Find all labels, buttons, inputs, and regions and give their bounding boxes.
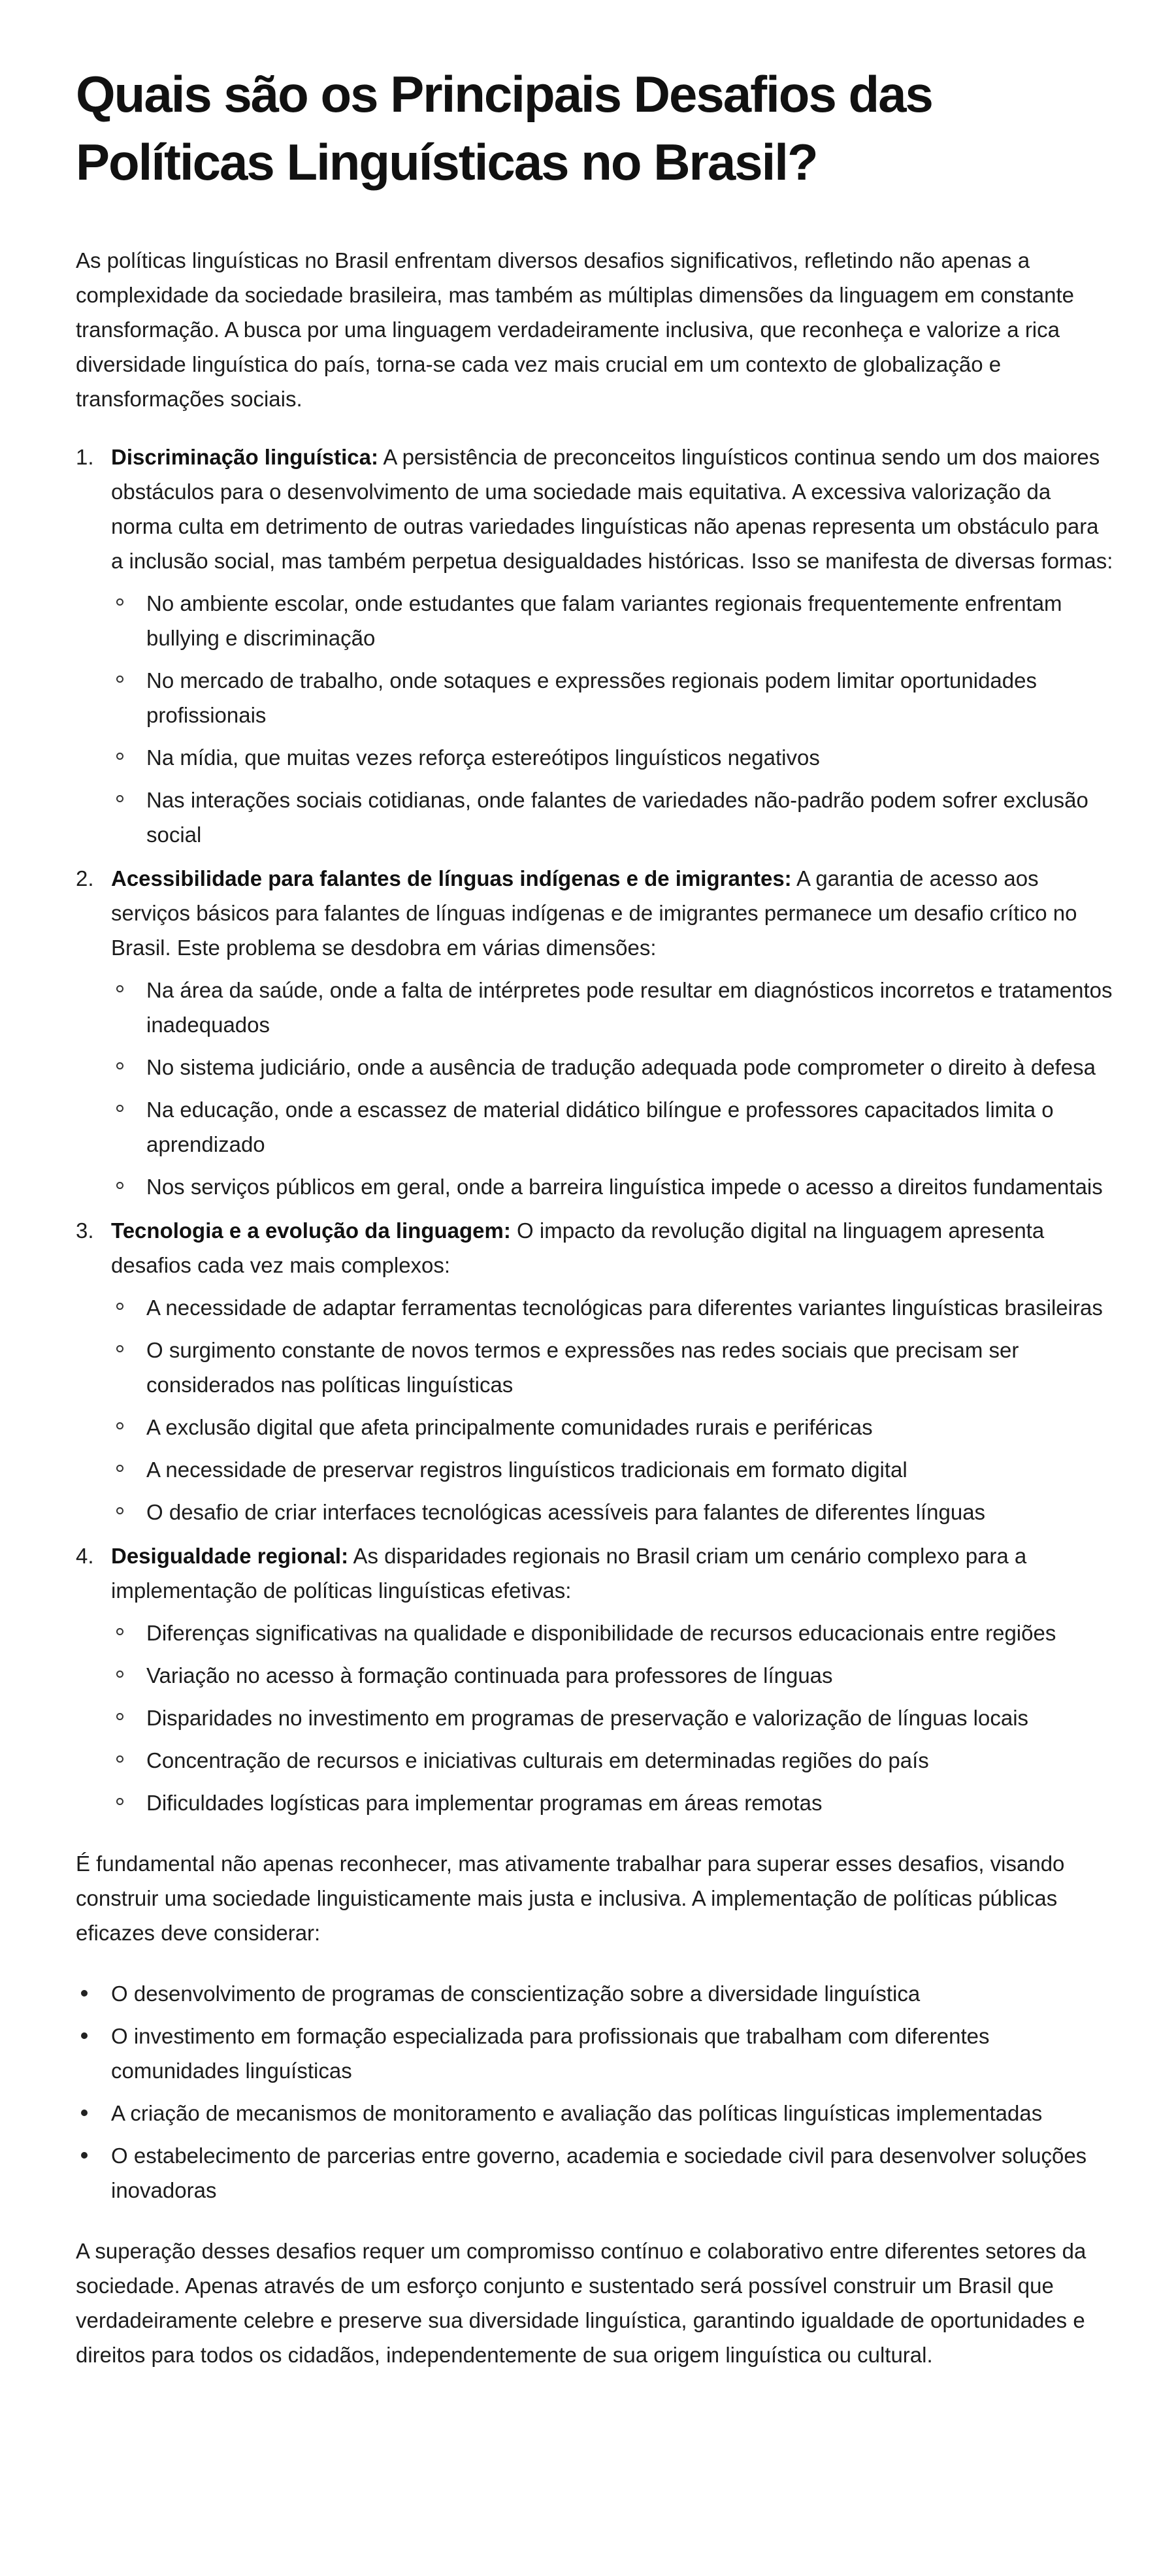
list-number: 4.: [76, 1544, 94, 1568]
circle-bullet-icon: [116, 1465, 123, 1472]
circle-bullet-icon: [116, 676, 123, 683]
sub-item-text: O surgimento constante de novos termos e expressões nas redes sociais que precisam ser considerados nas políticas linguísticas: [146, 1338, 1019, 1397]
list-item-text: O investimento em formação especializada para profissionais que trabalham com diferentes comunidades linguísticas: [111, 2024, 990, 2083]
conclusion-paragraph: É fundamental não apenas reconhecer, mas ativamente trabalhar para superar esses desafios, visando construir uma sociedade linguisticamente mais justa e inclusiva. A implementação de políticas públicas eficazes deve considerar:: [76, 1851, 1065, 1945]
circle-bullet-icon: [116, 985, 123, 992]
sub-list-item: [111, 586, 1113, 655]
sub-item-text: Nos serviços públicos em geral, onde a barreira linguística impede o acesso a direitos fundamentais: [146, 1175, 1103, 1199]
challenge-item: [76, 1539, 1113, 1820]
circle-bullet-icon: [116, 598, 123, 606]
sub-list-item: [111, 1785, 1113, 1820]
sub-list-item: [111, 1050, 1113, 1084]
challenge-text: O impacto da revolução digital na linguagem apresenta desafios cada vez mais complexos:: [111, 1218, 1045, 1277]
sub-item-text: Nas interações sociais cotidianas, onde falantes de variedades não-padrão podem sofrer exclusão social: [146, 788, 1088, 847]
sub-list-item: [111, 1701, 1113, 1735]
circle-bullet-icon: [116, 1303, 123, 1310]
sub-item-text: A exclusão digital que afeta principalmente comunidades rurais e periféricas: [146, 1415, 873, 1439]
circle-bullet-icon: [116, 1671, 123, 1678]
bullet-dot-icon: [81, 2032, 88, 2039]
sub-item-text: No ambiente escolar, onde estudantes que falam variantes regionais frequentemente enfrentam bullying e discriminação: [146, 591, 1062, 650]
challenge-text: A garantia de acesso aos serviços básicos para falantes de línguas indígenas e de imigrantes permanece um desafio crítico no Brasil. Este problema se desdobra em várias dimensões:: [111, 866, 1077, 960]
sub-item-text: No mercado de trabalho, onde sotaques e expressões regionais podem limitar oportunidades profissionais: [146, 668, 1037, 727]
circle-bullet-icon: [116, 1798, 123, 1805]
circle-bullet-icon: [116, 1105, 123, 1112]
sub-item-text: Variação no acesso à formação continuada para professores de línguas: [146, 1663, 833, 1687]
sub-list-item: [111, 1333, 1113, 1402]
list-number: 1.: [76, 445, 94, 469]
challenge-sublist: [111, 586, 1113, 852]
circle-bullet-icon: [116, 1628, 123, 1635]
challenge-text: As disparidades regionais no Brasil criam um cenário complexo para a implementação de políticas linguísticas efetivas:: [111, 1544, 1027, 1603]
sub-item-text: Concentração de recursos e iniciativas culturais em determinadas regiões do país: [146, 1748, 929, 1772]
sub-list-item: [111, 1743, 1113, 1778]
challenge-heading: Acessibilidade para falantes de línguas indígenas e de imigrantes:: [111, 866, 792, 890]
closing-paragraph: A superação desses desafios requer um compromisso contínuo e colaborativo entre diferentes setores da sociedade. Apenas através de um esforço conjunto e sustentado será possível construir um Brasil que verdadeiramente celebre e preserve sua diversidade linguística, garantindo igualdade de oportunidades e direitos para todos os cidadãos, independentemente de sua origem linguística ou cultural.: [76, 2239, 1086, 2367]
sub-list-item: [111, 973, 1113, 1042]
sub-item-text: No sistema judiciário, onde a ausência de tradução adequada pode comprometer o direito à defesa: [146, 1055, 1096, 1079]
sub-list-item: [111, 1658, 1113, 1693]
challenge-heading: Discriminação linguística:: [111, 445, 378, 469]
sub-item-text: Diferenças significativas na qualidade e disponibilidade de recursos educacionais entre regiões: [146, 1621, 1056, 1645]
list-item: [76, 2096, 1113, 2130]
list-item: [76, 2019, 1113, 2088]
challenge-sublist: [111, 973, 1113, 1204]
sub-list-item: [111, 740, 1113, 775]
challenge-item: [76, 1213, 1113, 1529]
sub-list-item: [111, 1616, 1113, 1650]
sub-item-text: Na área da saúde, onde a falta de intérpretes pode resultar em diagnósticos incorretos e tratamentos inadequados: [146, 978, 1113, 1037]
list-number: 2.: [76, 866, 94, 890]
sub-list-item: [111, 1169, 1113, 1204]
circle-bullet-icon: [116, 1422, 123, 1429]
considerations-list: [76, 1976, 1113, 2208]
circle-bullet-icon: [116, 1507, 123, 1514]
circle-bullet-icon: [116, 1755, 123, 1763]
bullet-dot-icon: [81, 2152, 88, 2159]
circle-bullet-icon: [116, 1062, 123, 1069]
sub-item-text: Dificuldades logísticas para implementar programas em áreas remotas: [146, 1791, 823, 1815]
sub-item-text: O desafio de criar interfaces tecnológicas acessíveis para falantes de diferentes línguas: [146, 1500, 986, 1524]
intro-paragraph: As políticas linguísticas no Brasil enfrentam diversos desafios significativos, refletindo não apenas a complexidade da sociedade brasileira, mas também as múltiplas dimensões da linguagem em constante transformação. A busca por uma linguagem verdadeiramente inclusiva, que reconheça e valorize a rica diversidade linguística do país, torna-se cada vez mais crucial em um contexto de globalização e transformações sociais.: [76, 248, 1074, 411]
challenge-heading: Tecnologia e a evolução da linguagem:: [111, 1218, 511, 1243]
challenge-heading: Desigualdade regional:: [111, 1544, 349, 1568]
list-item-text: A criação de mecanismos de monitoramento e avaliação das políticas linguísticas implementadas: [111, 2101, 1043, 2125]
page-title: Quais são os Principais Desafios das Políticas Linguísticas no Brasil?: [76, 65, 932, 191]
sub-list-item: [111, 1495, 1113, 1529]
sub-item-text: A necessidade de preservar registros linguísticos tradicionais em formato digital: [146, 1458, 907, 1482]
circle-bullet-icon: [116, 1345, 123, 1352]
challenges-list: [76, 440, 1113, 1820]
sub-item-text: Na mídia, que muitas vezes reforça estereótipos linguísticos negativos: [146, 745, 820, 770]
challenge-sublist: [111, 1616, 1113, 1820]
list-item: [76, 2138, 1113, 2208]
list-number: 3.: [76, 1218, 94, 1243]
challenge-item: [76, 861, 1113, 1204]
sub-list-item: [111, 1092, 1113, 1162]
list-item-text: O desenvolvimento de programas de conscientização sobre a diversidade linguística: [111, 1981, 921, 2006]
sub-list-item: [111, 1410, 1113, 1444]
challenge-sublist: [111, 1290, 1113, 1529]
challenge-text: A persistência de preconceitos linguísticos continua sendo um dos maiores obstáculos para o desenvolvimento de uma sociedade mais equitativa. A excessiva valorização da norma culta em detrimento de outras variedades linguísticas não apenas representa um obstáculo para a inclusão social, mas também perpetua desigualdades históricas. Isso se manifesta de diversas formas:: [111, 445, 1113, 573]
challenge-item: [76, 440, 1113, 852]
sub-list-item: [111, 783, 1113, 852]
sub-list-item: [111, 1452, 1113, 1487]
sub-list-item: [111, 1290, 1113, 1325]
list-item-text: O estabelecimento de parcerias entre governo, academia e sociedade civil para desenvolver soluções inovadoras: [111, 2144, 1087, 2202]
list-item: [76, 1976, 1113, 2011]
bullet-dot-icon: [81, 1990, 88, 1997]
sub-item-text: Disparidades no investimento em programas de preservação e valorização de línguas locais: [146, 1706, 1029, 1730]
sub-item-text: Na educação, onde a escassez de material didático bilíngue e professores capacitados limita o aprendizado: [146, 1098, 1054, 1156]
circle-bullet-icon: [116, 795, 123, 802]
circle-bullet-icon: [116, 1182, 123, 1189]
bullet-dot-icon: [81, 2110, 88, 2116]
sub-list-item: [111, 663, 1113, 732]
circle-bullet-icon: [116, 1713, 123, 1720]
sub-item-text: A necessidade de adaptar ferramentas tecnológicas para diferentes variantes linguísticas brasileiras: [146, 1296, 1103, 1320]
circle-bullet-icon: [116, 753, 123, 760]
